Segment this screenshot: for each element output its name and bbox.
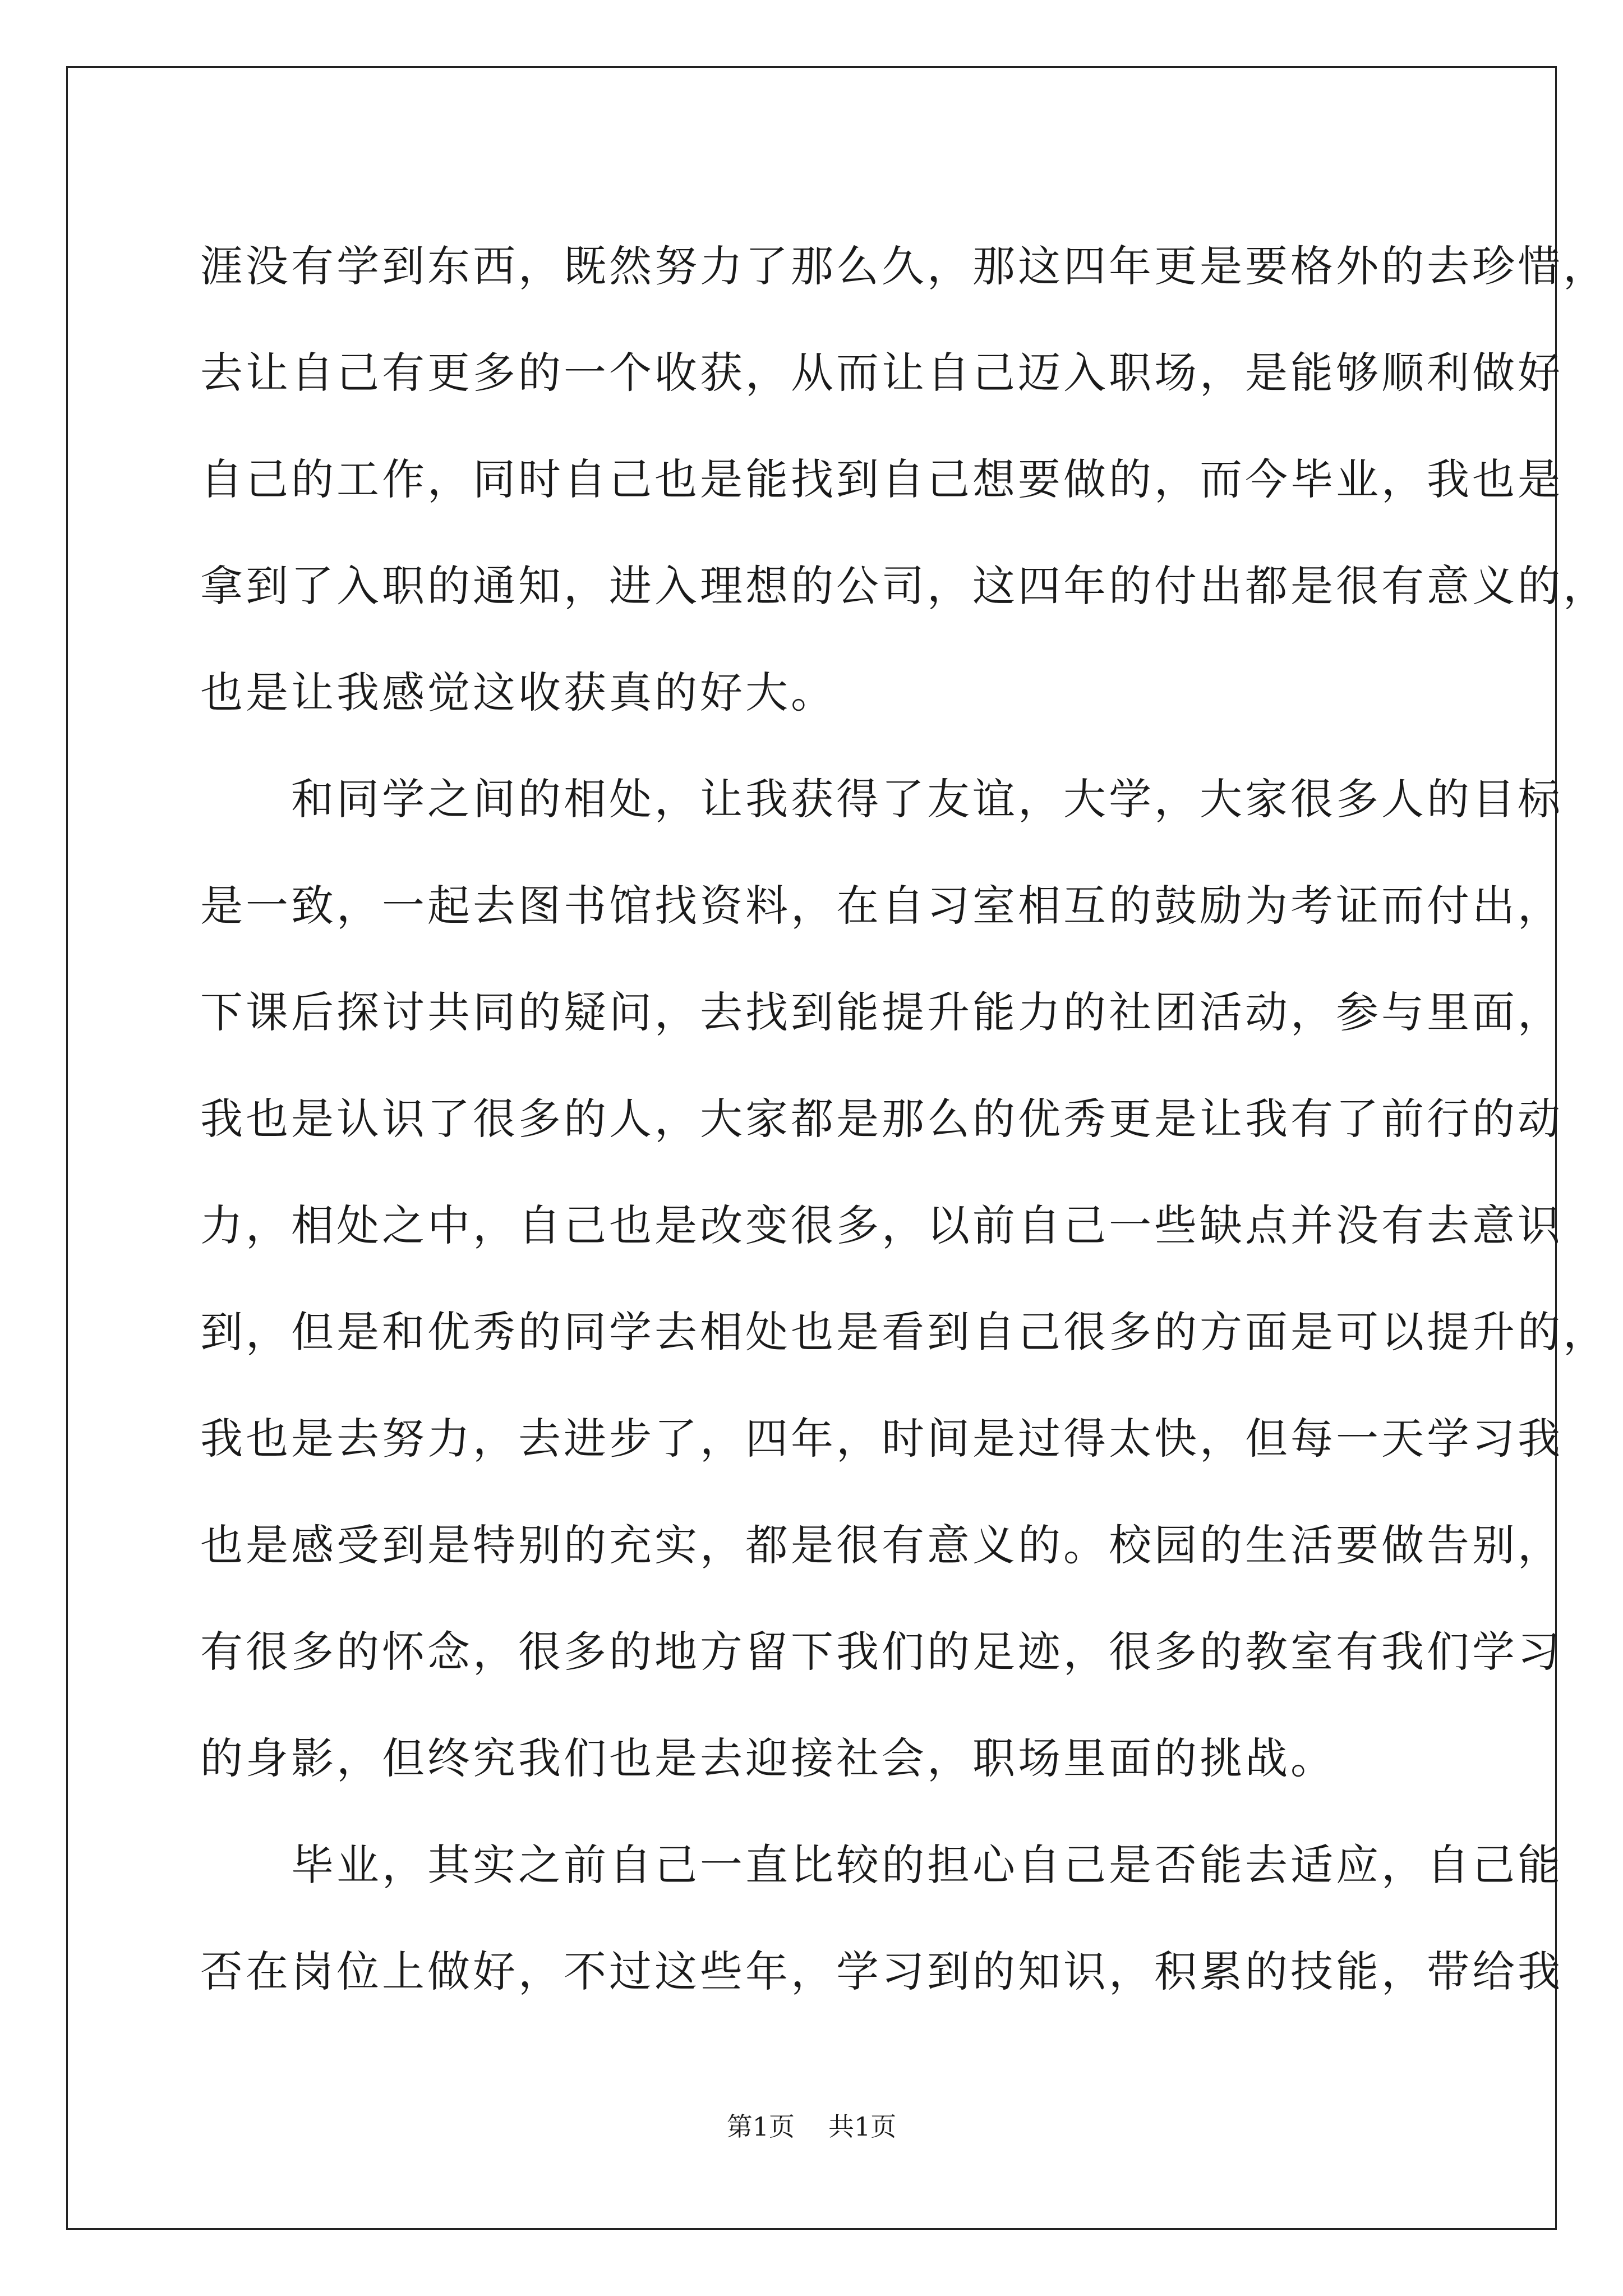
document-body [200, 213, 1608, 2025]
text-line: 否在岗位上做好，不过这些年，学习到的知识，积累的技能，带给我 [200, 1947, 1563, 1996]
text-line: 自己的工作，同时自己也是能找到自己想要做的，而今毕业，我也是 [200, 454, 1563, 504]
text-line: 拿到了入职的通知，进入理想的公司，这四年的付出都是很有意义的， [200, 561, 1608, 611]
text-line: 和同学之间的相处，让我获得了友谊，大学，大家很多人的目标 [200, 774, 1563, 824]
text-line: 有很多的怀念，很多的地方留下我们的足迹，很多的教室有我们学习 [200, 1627, 1563, 1677]
text-line: 到，但是和优秀的同学去相处也是看到自己很多的方面是可以提升的， [200, 1307, 1608, 1357]
text-line: 涯没有学到东西，既然努力了那么久，那这四年更是要格外的去珍惜， [200, 241, 1608, 291]
text-line: 是一致，一起去图书馆找资料，在自习室相互的鼓励为考证而付出， [200, 881, 1563, 931]
text-line: 也是让我感觉这收获真的好大。 [200, 668, 836, 717]
page-number-current: 第1页 [726, 2111, 795, 2142]
page-number-total: 共1页 [828, 2111, 897, 2142]
text-line: 我也是去努力，去进步了，四年，时间是过得太快，但每一天学习我 [200, 1414, 1563, 1464]
text-line: 力，相处之中，自己也是改变很多，以前自己一些缺点并没有去意识 [200, 1200, 1563, 1250]
text-line: 去让自己有更多的一个收获，从而让自己迈入职场，是能够顺利做好 [200, 348, 1563, 398]
text-line: 毕业，其实之前自己一直比较的担心自己是否能去适应，自己能 [200, 1840, 1563, 1890]
text-line: 我也是认识了很多的人，大家都是那么的优秀更是让我有了前行的动 [200, 1094, 1563, 1144]
text-line: 的身影，但终究我们也是去迎接社会，职场里面的挑战。 [200, 1733, 1336, 1783]
page-footer [0, 2106, 1623, 2143]
text-line: 下课后探讨共同的疑问，去找到能提升能力的社团活动，参与里面， [200, 987, 1563, 1037]
text-line: 也是感受到是特别的充实，都是很有意义的。校园的生活要做告别， [200, 1520, 1563, 1570]
